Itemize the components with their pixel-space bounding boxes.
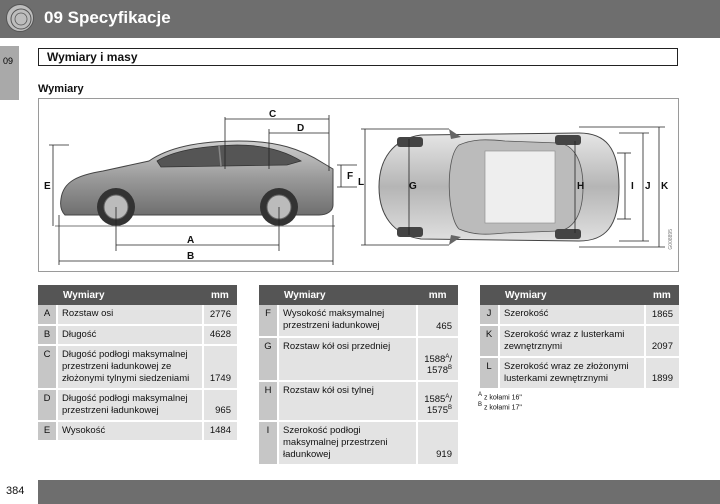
row-label: Długość podłogi maksymalnej przestrzeni ładunkowej [57,389,203,421]
letter-B: B [187,251,195,262]
table-1-key-header [38,285,57,305]
subheading: Wymiary [38,83,84,95]
row-key: D [38,389,57,421]
row-key: H [259,381,278,421]
row-value: 1749 [203,345,237,389]
dimensions-table-1 [38,285,237,442]
row-value: 465 [417,305,458,337]
letter-E: E [44,181,51,192]
row-label: Szerokość podłogi maksymalnej przestrzeni ładunkowej [278,421,417,465]
brand-logo-icon [6,4,34,32]
chapter-title: 09 Specyfikacje [44,8,171,27]
table-1-header-label: Wymiary [57,285,203,305]
footnote-mark: A [445,353,450,360]
row-label: Szerokość wraz ze złożonymi lusterkami zewnętrznymi [499,357,645,389]
row-label: Wysokość [57,421,203,441]
row-label: Długość podłogi maksymalnej przestrzeni ładunkowej ze złożonymi tylnymi siedzeniami [57,345,203,389]
row-value: 1484 [203,421,237,441]
row-label: Rozstaw kół osi przedniej [278,337,417,381]
row-key: A [38,305,57,325]
table-2-header-label: Wymiary [278,285,417,305]
row-value: 2776 [203,305,237,325]
row-value: 919 [417,421,458,465]
table-2-key-header [259,285,278,305]
table-row [259,337,458,381]
footnote [478,392,522,402]
row-label: Szerokość [499,305,645,325]
row-label: Wysokość maksymalnej przestrzeni ładunkowej [278,305,417,337]
chapter-side-tab [0,46,19,100]
footnote-text: z kołami 16" [483,394,522,402]
chapter-side-tab-label: 09 [3,56,14,66]
letter-F: F [347,171,354,182]
row-key: L [480,357,499,389]
row-key: I [259,421,278,465]
row-label: Rozstaw osi [57,305,203,325]
row-key: G [259,337,278,381]
letter-A: A [187,235,195,246]
row-key: C [38,345,57,389]
letter-G: G [409,181,417,192]
row-value: 2097 [645,325,679,357]
row-value: 4628 [203,325,237,345]
table-row [480,325,679,357]
row-key: B [38,325,57,345]
chapter-header [0,0,720,38]
letter-D: D [297,123,305,134]
row-value: 1865 [645,305,679,325]
table-row [259,381,458,421]
letter-J: J [645,181,651,192]
table-row [38,305,237,325]
row-value: 1899 [645,357,679,389]
row-value: $1588^A/$ $1578^B$ [417,337,458,381]
table-row [38,325,237,345]
letter-L: L [358,177,365,188]
footnotes [478,392,522,413]
row-key: E [38,421,57,441]
table-row [480,305,679,325]
table-row [259,421,458,465]
dimensions-table-2 [259,285,458,466]
row-key: F [259,305,278,337]
page-number-box [0,480,32,504]
value-b: 1578 [426,365,448,377]
letter-C: C [269,109,277,120]
row-value: $1585^A/$ $1575^B$ [417,381,458,421]
footnote-mark: B [447,365,452,372]
row-label: Rozstaw kół osi tylnej [278,381,417,421]
footnote-mark: B [447,405,452,412]
table-3-header-label: Wymiary [499,285,645,305]
value-a: 1588 [424,354,446,366]
dimensions-table-3 [480,285,679,390]
table-2-header-unit: mm [417,285,458,305]
footnote-text: z kołami 17" [483,404,522,412]
table-row [480,357,679,389]
dimensions-diagram [39,99,680,273]
dimensions-figure [38,98,679,272]
letter-I: I [631,181,634,192]
section-title-box [38,48,678,66]
value-b: 1575 [426,405,448,417]
table-row [259,305,458,337]
row-value: 965 [203,389,237,421]
table-3-key-header [480,285,499,305]
side-view-car [55,141,335,226]
table-row [38,421,237,441]
row-label: Długość [57,325,203,345]
table-1-header-unit: mm [203,285,237,305]
page-number: 384 [6,485,25,497]
section-title: Wymiary i masy [47,50,138,64]
footnote-mark: A [445,393,450,400]
letter-H: H [577,181,585,192]
letter-K: K [661,181,669,192]
footer-bar [38,480,720,504]
footnote [478,402,522,412]
value-a: 1585 [424,394,446,406]
row-key: J [480,305,499,325]
table-row [38,389,237,421]
table-3-header-unit: mm [645,285,679,305]
page-footer [0,480,720,504]
row-label: Szerokość wraz z lusterkami zewnętrznymi [499,325,645,357]
figure-code: G008895 [668,229,674,250]
footnote-mark: A [478,392,483,398]
table-row [38,345,237,389]
footnote-mark: B [478,402,483,409]
row-key: K [480,325,499,357]
